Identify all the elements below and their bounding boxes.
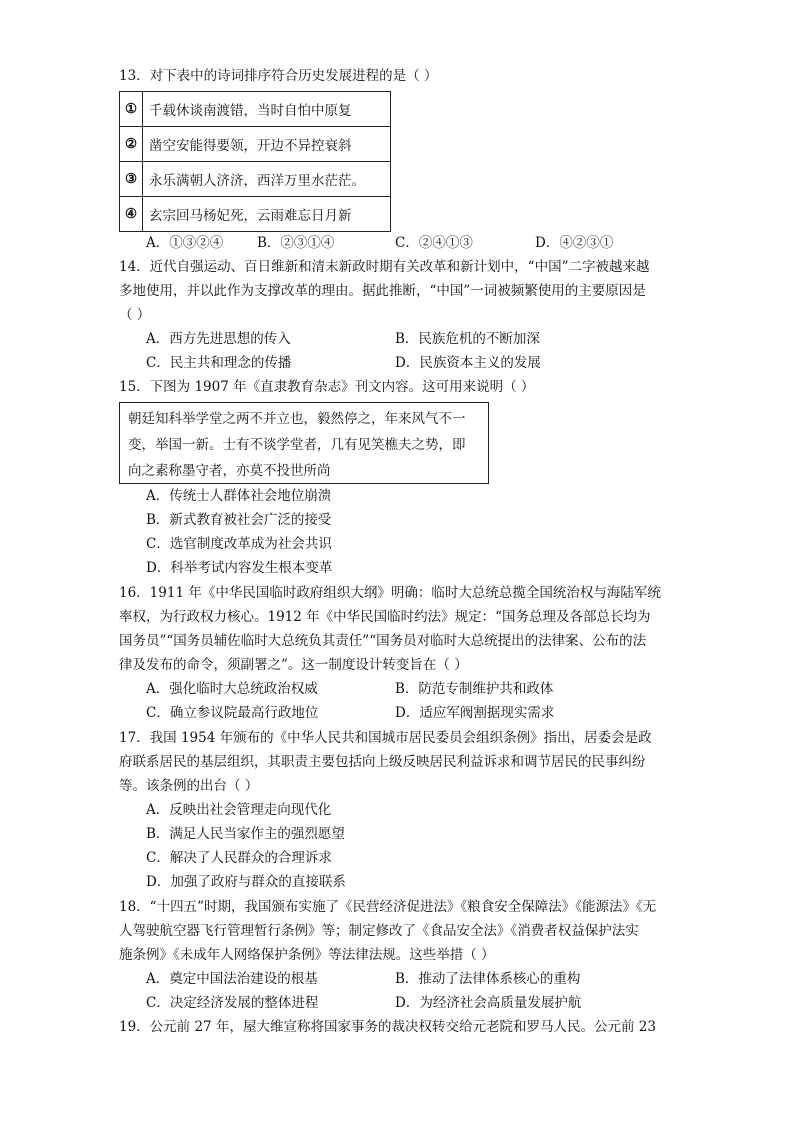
q18-stem-line2: 人驾驶航空器飞行管理暂行条例》等；制定修改了《食品安全法》《消费者权益保护法实 [119,923,639,939]
q13-row2-num: ② [120,127,143,162]
table-row [120,197,391,232]
q16-option-a: A．强化临时大总统政治权威 [146,681,318,697]
q17-option-d: D．加强了政府与群众的直接联系 [146,874,346,890]
q14-option-c: C．民主共和理念的传播 [146,355,292,371]
q14-stem-line1: 14．近代自强运动、百日维新和清末新政时期有关改革和新计划中，“中国”二字被越来越 [119,259,650,275]
q13-row1-num: ① [120,92,143,127]
q15-quote-line2: 变，举国一新。士有不谈学堂者，几有见笑樵夫之势，即 [128,437,466,453]
q13-row2-text: 凿空安能得要领，开边不异控衰斜 [143,127,391,162]
q16-option-b: B．防范专制维护共和政体 [395,681,554,697]
q13-row3-num: ③ [120,162,143,197]
q19-stem-line1: 19．公元前 27 年，屋大维宣称将国家事务的裁决权转交给元老院和罗马人民。公元前 23 [119,1019,656,1035]
q13-poem-table [119,91,391,232]
q18-stem-line1: 18．“十四五”时期，我国颁布实施了《民营经济促进法》《粮食安全保障法》《能源法》《无 [119,899,657,915]
q15-option-a: A．传统士人群体社会地位崩溃 [146,488,332,504]
q16-stem-line1: 16．1911 年《中华民国临时政府组织大纲》明确：临时大总统总揽全国统治权与海陆军统 [119,585,661,601]
table-row [120,92,391,127]
q14-stem-line2: 多地使用，并以此作为支撑改革的理由。据此推断，“中国”一词被频繁使用的主要原因是 [119,283,646,299]
q14-option-a: A．西方先进思想的传入 [146,331,291,347]
q13-row3-text: 永乐满朝人济济，西洋万里水茫茫。 [143,162,391,197]
q16-option-d: D．适应军阀割据现实需求 [395,705,555,721]
q13-option-c: C．②④①③ [395,235,473,251]
q18-option-c: C．决定经济发展的整体进程 [146,995,319,1011]
q15-quote-line1: 朝廷知科举学堂之两不并立也，毅然停之，年来风气不一 [128,411,466,427]
q15-option-d: D．科举考试内容发生根本变革 [146,560,333,576]
q16-option-c: C．确立参议院最高行政地位 [146,705,319,721]
q17-option-a: A．反映出社会管理走向现代化 [146,802,332,818]
q13-option-b: B．②③①④ [257,235,335,251]
q13-row1-text: 千载休谈南渡错，当时自怕中原复 [143,92,391,127]
q16-stem-line3: 国务员”“国务员辅佐临时大总统负其责任”“国务员对临时大总统提出的法律案、公布的法 [119,633,647,649]
q18-option-a: A．奠定中国法治建设的根基 [146,971,318,987]
q13-option-d: D．④②③① [535,235,614,251]
q14-option-b: B．民族危机的不断加深 [395,331,540,347]
table-row [120,127,391,162]
q15-quote-box [119,402,489,484]
q13-option-a: A．①③②④ [146,235,224,251]
q18-option-d: D．为经济社会高质量发展护航 [395,995,582,1011]
q15-option-c: C．选官制度改革成为社会共识 [146,536,332,552]
q16-stem-line2: 率权，为行政权力核心。1912 年《中华民国临时约法》规定：“国务总理及各部总长均为 [119,609,651,625]
q15-option-b: B．新式教育被社会广泛的接受 [146,512,332,528]
q18-stem-line3: 施条例》《未成年人网络保护条例》等法律法规。这些举措（ ） [119,947,495,963]
q14-stem-line3: （ ） [119,307,151,323]
q13-row4-text: 玄宗回马杨妃死，云雨难忘日月新 [143,197,391,232]
q16-stem-line4: 律及发布的命令，须副署之”。这一制度设计转变旨在（ ） [119,657,468,673]
q15-quote-line3: 向之素称墨守者，亦莫不投世所尚 [128,463,331,479]
q13-stem: 13．对下表中的诗词排序符合历史发展进程的是（ ） [119,68,438,84]
q17-stem-line1: 17．我国 1954 年颁布的《中华人民共和国城市居民委员会组织条例》指出，居委会是政 [119,730,652,746]
q17-stem-line3: 等。该条例的出台（ ） [119,778,259,794]
q17-stem-line2: 府联系居民的基层组织，其职责主要包括向上级反映居民利益诉求和调节居民的民事纠纷 [119,754,646,770]
table-row [120,162,391,197]
q15-stem: 15．下图为 1907 年《直隶教育杂志》刊文内容。这可用来说明（ ） [119,379,535,395]
q18-option-b: B．推动了法律体系核心的重构 [395,971,581,987]
q13-row4-num: ④ [120,197,143,232]
q14-option-d: D．民族资本主义的发展 [395,355,541,371]
q17-option-b: B．满足人民当家作主的强烈愿望 [146,826,345,842]
q17-option-c: C．解决了人民群众的合理诉求 [146,850,332,866]
